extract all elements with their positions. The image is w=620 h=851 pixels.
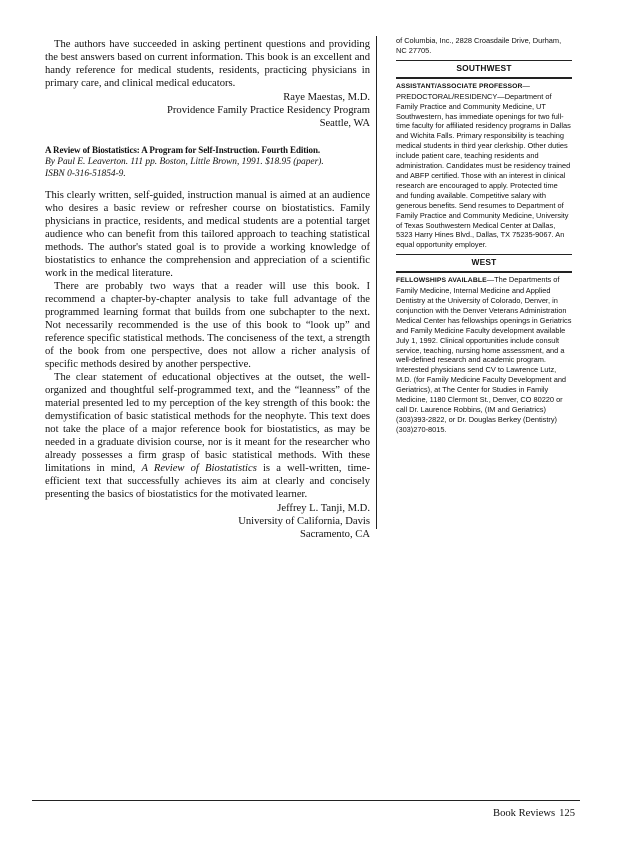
book-details: By Paul E. Leaverton. 111 pp. Boston, Little Brown, 1991. $18.95 (paper). xyxy=(45,157,324,167)
ad-lead: ASSISTANT/ASSOCIATE PROFESSOR xyxy=(396,82,523,90)
ad-lead: FELLOWSHIPS AVAILABLE xyxy=(396,277,487,285)
section-heading-west: WEST xyxy=(471,257,497,268)
classifieds-column xyxy=(396,36,572,435)
review-text: The clear statement of educational objectives at the outset, the well-organized and thoughtful self-programmed text, and the “leanness” of the material presented led to my perception of the key strength of this book: the demystification of basic statistical methods for the neophyte. This text does not take the place of a major reference book for biostatistics, as may be needed in a graduate division course, nor is it meant for the researcher who already possesses a firm grasp of basic statistical methods. With these limitations in mind, xyxy=(45,372,370,474)
reviewer-location: Seattle, WA xyxy=(319,118,370,129)
book-isbn: ISBN 0-316-51854-9. xyxy=(45,169,126,179)
ad-body: —PREDOCTORAL/RESIDENCY—Department of Family Practice and Community Medicine, UT Southwestern, has immediate openings for two full-time faculty for affiliated residency programs in Dallas and Wichita Falls. Primary responsibility is teaching medical students in third year clerkship. Other duties include patient care, teaching residents and administration. Candidates must be residency trained and ABFP certified. Those with an interest in clinical research are encouraged to apply. Protected time and funding available. Competitive salary with generous benefits. Send resumes to Department of Family Practice and Community Medicine, University of Texas Southwestern Medical Center at Dallas, 5323 Harry Hines Blvd., Dallas, TX 75235-9067. An equal opportunity employer. xyxy=(396,80,571,250)
page-number: 125 xyxy=(559,808,575,819)
reviewer-signature-2 xyxy=(45,502,370,541)
review-paragraph-last xyxy=(45,371,370,501)
classified-ad-southwest xyxy=(396,81,572,250)
divider xyxy=(396,77,572,79)
divider xyxy=(396,60,572,61)
review-paragraph: This clearly written, self-guided, instruction manual is aimed at an audience who desires a basic review or refresher course on biostatistics. Family physicians in practice, residents, and medical students are a potential target audience who can benefit from this tailored approach to teaching statistical methods. The author's stated goal is to provide a working knowledge of biostatistics to enhance the comprehension and appreciation of a scientific work in the medical literature. xyxy=(45,190,370,279)
footer-section: Book Reviews xyxy=(493,808,556,819)
review-paragraph: There are probably two ways that a reader will use this book. I recommend a chapter-by-chapter analysis to take full advantage of the programmed learning format that builds from one subchapter to the next. Not necessarily recommended is the use of this book to “look up” and reference specific statistical methods. The conciseness of the text, a strength of the book from one perspective, does not allow a richer analysis of specific methods desired by another perspective. xyxy=(45,281,370,370)
reviewer-affiliation: Providence Family Practice Residency Program xyxy=(167,105,370,116)
review-column xyxy=(45,38,370,541)
book-title: A Review of Biostatistics: A Program for Self-Instruction. Fourth Edition. xyxy=(45,145,321,155)
classified-ad-west xyxy=(396,275,572,435)
divider xyxy=(396,254,572,255)
ad-body: —The Departments of Family Medicine, Internal Medicine and Applied Dentistry at the University of Colorado, Denver, in conjunction with the Denver Veterans Administration Medical Center has fellowships openings in Geriatrics and Family Medicine Faculty development available July 1, 1992. Clinical opportunities include consult service, teaching, nursing home assessment, and a well-defined research and academic program. Interested physicians send CV to Lawrence Lutz, M.D. (for Family Medicine Faculty Development and Geriatrics), at The Center for Studies in Family Medicine, 1180 Clermont St., Denver, CO 80220 or call Dr. Laurence Robbins, (IM and Geriatrics) (303)393-2822, or Dr. Douglas Berkey (Dentistry) (303)270-8015. xyxy=(396,275,572,434)
footer-rule xyxy=(32,800,580,801)
column-divider xyxy=(376,36,377,529)
reviewer-signature-1 xyxy=(45,91,370,130)
reviewer-name: Raye Maestas, M.D. xyxy=(283,92,370,103)
review-text: is a well-written, time-efficient text that successfully achieves its aim at clearly and concisely presenting the basics of biostatistics for the motivated learner. xyxy=(45,463,370,500)
review-closing-paragraph: The authors have succeeded in asking pertinent questions and providing the best answers based on current information. This book is an excellent and handy reference for medical students, residents, practicing physicians in primary care, and clinical medical educators. xyxy=(45,39,370,89)
reviewer-affiliation: University of California, Davis xyxy=(238,516,370,527)
book-title-italic: A Review of Biostatistics xyxy=(141,463,257,474)
page-footer xyxy=(489,808,575,819)
classified-continuation: of Columbia, Inc., 2828 Croasdaile Drive, Durham, NC 27705. xyxy=(396,36,562,55)
reviewer-location: Sacramento, CA xyxy=(299,529,370,540)
reviewer-name: Jeffrey L. Tanji, M.D. xyxy=(277,503,370,514)
section-heading-southwest: SOUTHWEST xyxy=(456,62,512,73)
divider xyxy=(396,271,572,273)
